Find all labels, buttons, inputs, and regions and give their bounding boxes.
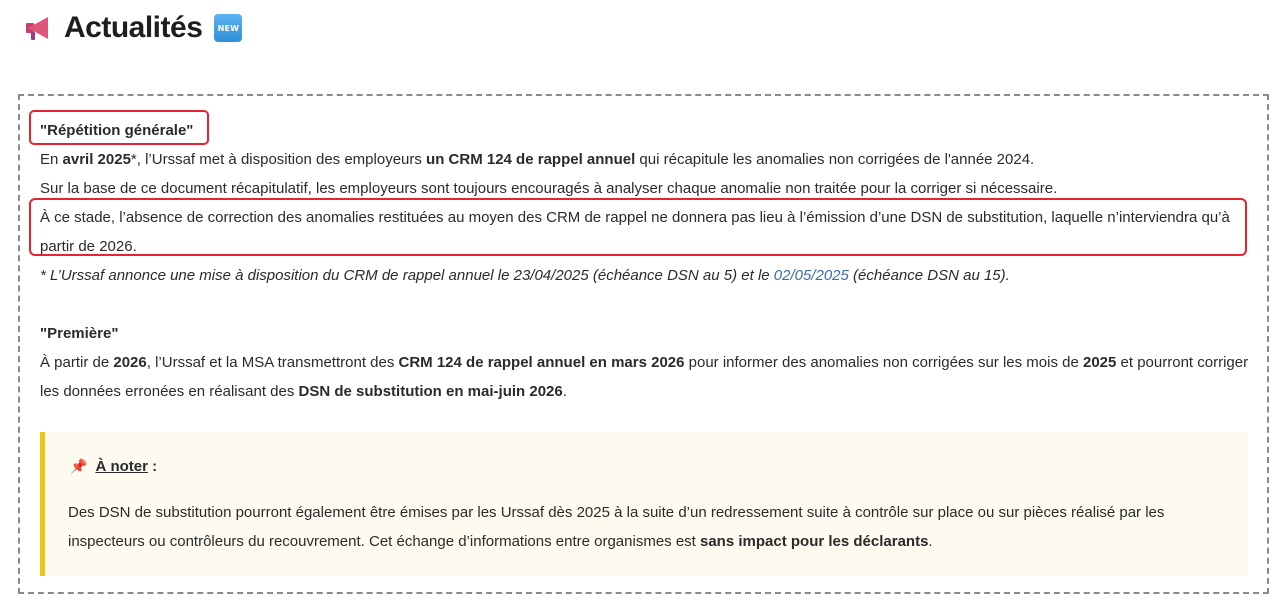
pushpin-icon: 📌 — [70, 458, 88, 474]
date-link[interactable]: 02/05/2025 — [773, 267, 849, 284]
footnote: * L’Urssaf annonce une mise à disposition du CRM de rappel annuel le 23/04/2025 (échéance DSN au 5) et le 02/05/2025 (échéance DSN au 15). — [40, 267, 1010, 284]
section-heading-premiere: "Première" — [40, 325, 119, 342]
page-header — [22, 8, 242, 48]
page-title: Actualités — [64, 11, 203, 44]
note-callout — [40, 432, 1248, 576]
paragraph-premiere: À partir de 2026, l’Urssaf et la MSA transmettront des CRM 124 de rappel annuel en mars 2026 pour informer des anomalies non corrigées sur les mois de 2025 et pourront corriger les données erronées en réalisant des DSN de substitution en mai-juin 2026. — [40, 354, 1249, 400]
paragraph-line-2: Sur la base de ce document récapitulatif, les employeurs sont toujours encouragés à analyser chaque anomalie non traitée pour la corriger si nécessaire. — [40, 180, 1058, 197]
megaphone-icon — [22, 14, 52, 42]
note-text: Des DSN de substitution pourront également être émises par les Urssaf dès 2025 à la suite d’un redressement suite à contrôle sur place ou sur pièces réalisé par les inspecteurs ou contrôleurs du recouvrement. Cet échange d’informations entre organismes est sans impact pour les déclarants. — [68, 504, 1165, 550]
section-heading-repetition: "Répétition générale" — [40, 122, 194, 139]
paragraph-line-3: À ce stade, l’absence de correction des anomalies restituées au moyen des CRM de rappel ne donnera pas lieu à l’émission d’une DSN de substitution, laquelle n’interviendra qu’à partir de 2026. — [40, 209, 1230, 255]
news-content — [40, 116, 1250, 406]
note-heading: 📌 À noter : — [70, 458, 158, 475]
new-badge-icon: NEW — [214, 14, 242, 42]
paragraph-line-1: En avril 2025*, l’Urssaf met à disposition des employeurs un CRM 124 de rappel annuel qui récapitule les anomalies non corrigées de l'année 2024. — [40, 151, 1035, 168]
